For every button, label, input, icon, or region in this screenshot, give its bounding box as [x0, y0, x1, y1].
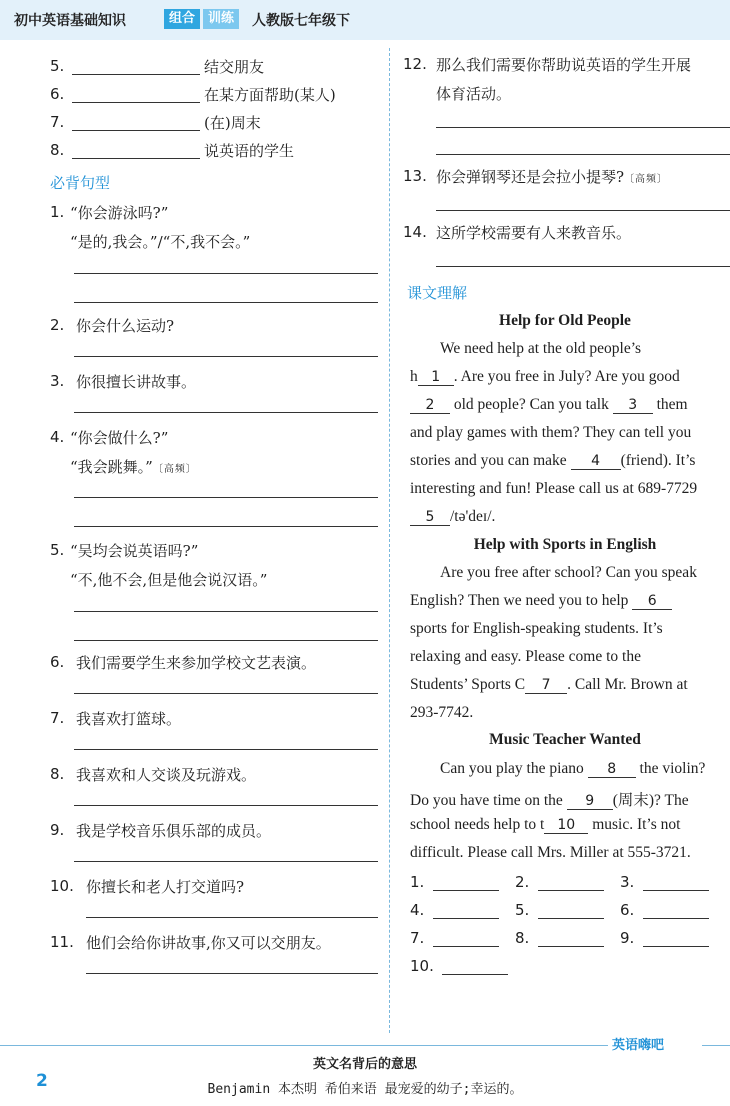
- blank-5[interactable]: 5: [410, 509, 450, 526]
- blank-2[interactable]: 2: [410, 397, 450, 414]
- ad-text: old people? Can you talk: [453, 396, 609, 413]
- book-title: 初中英语基础知识: [14, 13, 126, 29]
- item-number: 6.: [50, 653, 65, 671]
- ad-title: Help with Sports in English: [473, 536, 657, 553]
- answer-number: 10.: [410, 957, 434, 975]
- item-text: 你会什么运动?: [76, 317, 175, 335]
- frequency-tag: 〔高频〕: [152, 464, 197, 475]
- item-text: “你会游泳吗?”: [70, 204, 169, 222]
- ad-text: Can you play the piano: [440, 760, 584, 777]
- answer-number: 9.: [620, 929, 635, 947]
- answer-line[interactable]: [538, 946, 604, 947]
- ad-text-line: [410, 508, 495, 526]
- blank-9[interactable]: 9: [567, 793, 613, 810]
- ad-text: school needs help to t: [410, 816, 545, 833]
- ad-text: . Call Mr. Brown at: [567, 676, 688, 693]
- answer-line[interactable]: [433, 946, 499, 947]
- answer-line[interactable]: [538, 890, 604, 891]
- answer-number: 3.: [620, 873, 635, 891]
- item-text: 你擅长和老人打交道吗?: [86, 878, 245, 896]
- item-number: 9.: [50, 821, 65, 839]
- item-text: “不,他不会,但是他会说汉语。”: [70, 571, 268, 589]
- item-number: 12.: [403, 55, 427, 73]
- answer-line[interactable]: [643, 890, 709, 891]
- item-text: “我会跳舞。”: [70, 458, 153, 476]
- section-title: 必背句型: [50, 174, 111, 192]
- answer-line[interactable]: [72, 130, 200, 131]
- column-divider: [389, 48, 390, 1033]
- blank-4[interactable]: 4: [571, 453, 621, 470]
- answer-line[interactable]: [74, 861, 378, 862]
- ad-text: Are you free after school? Can you speak: [440, 564, 697, 581]
- footer-corner-tag: 英语嗨吧: [612, 1038, 665, 1053]
- answer-line[interactable]: [436, 154, 730, 155]
- item-text: “吴均会说英语吗?”: [70, 542, 199, 560]
- item-number: 10.: [50, 877, 74, 895]
- ad-text: English? Then we need you to help: [410, 592, 629, 609]
- vocab-chinese: 说英语的学生: [204, 142, 295, 160]
- footer-title: 英文名背后的意思: [312, 1057, 417, 1072]
- answer-line[interactable]: [643, 918, 709, 919]
- frequency-tag: 〔高频〕: [624, 174, 669, 185]
- ad-text: interesting and fun! Please call us at 689-7729: [410, 480, 698, 497]
- ad-text: and play games with them? They can tell you: [410, 424, 692, 441]
- vocab-number: 8.: [50, 141, 65, 159]
- item-number: 13.: [403, 167, 427, 185]
- ad-text: difficult. Please call Mrs. Miller at 555-3721.: [410, 844, 691, 861]
- item-text: 这所学校需要有人来教音乐。: [436, 224, 632, 242]
- blank-7[interactable]: 7: [525, 677, 567, 694]
- ad-text-line: [440, 760, 705, 778]
- answer-number: 4.: [410, 901, 425, 919]
- blank-10[interactable]: 10: [544, 817, 588, 834]
- ad-text: (friend). It’s: [620, 452, 696, 469]
- answer-line[interactable]: [74, 805, 378, 806]
- item-text-wrap: [70, 456, 197, 477]
- item-text: 你很擅长讲故事。: [76, 373, 197, 391]
- ad-text: relaxing and easy. Please come to the: [410, 648, 641, 665]
- vocab-chinese: 结交朋友: [204, 58, 265, 76]
- ad-text-line: [410, 368, 680, 386]
- answer-line[interactable]: [74, 302, 378, 303]
- item-number: 14.: [403, 223, 427, 241]
- item-number: 1.: [50, 203, 65, 221]
- edition-label: 人教版七年级下: [252, 13, 350, 29]
- ad-text: /tə'deɪ/.: [450, 508, 496, 525]
- ad-text-line: [410, 592, 672, 610]
- item-number: 3.: [50, 372, 65, 390]
- header-tag-training: 训练: [203, 9, 239, 29]
- answer-line[interactable]: [74, 497, 378, 498]
- item-text: 我是学校音乐俱乐部的成员。: [76, 822, 272, 840]
- item-text: 你会弹钢琴还是会拉小提琴?: [436, 168, 625, 186]
- page-number: 2: [36, 1071, 48, 1091]
- answer-line[interactable]: [72, 158, 200, 159]
- item-text: 我喜欢打篮球。: [76, 710, 182, 728]
- vocab-chinese: (在)周末: [204, 114, 261, 132]
- answer-line[interactable]: [433, 918, 499, 919]
- ad-text: Do you have time on the: [410, 792, 563, 809]
- ad-text-line: [410, 396, 688, 414]
- answer-line[interactable]: [74, 611, 378, 612]
- item-text: 体育活动。: [436, 85, 512, 103]
- vocab-number: 5.: [50, 57, 65, 75]
- item-text: 我们需要学生来参加学校文艺表演。: [76, 654, 317, 672]
- ad-text: music. It’s not: [592, 816, 681, 833]
- item-text: 他们会给你讲故事,你又可以交朋友。: [86, 934, 331, 952]
- answer-number: 1.: [410, 873, 425, 891]
- item-text: 我喜欢和人交谈及玩游戏。: [76, 766, 257, 784]
- item-text-wrap: [436, 166, 668, 187]
- ad-title: Music Teacher Wanted: [489, 731, 641, 748]
- answer-line[interactable]: [436, 210, 730, 211]
- ad-text-line: [410, 452, 695, 470]
- vocab-number: 6.: [50, 85, 65, 103]
- ad-text-line: [410, 816, 680, 834]
- ad-text: Students’ Sports C: [410, 676, 526, 693]
- answer-line[interactable]: [74, 640, 378, 641]
- blank-8[interactable]: 8: [588, 761, 636, 778]
- answer-line[interactable]: [86, 917, 378, 918]
- answer-number: 8.: [515, 929, 530, 947]
- item-text: “是的,我会。”/“不,我不会。”: [70, 233, 251, 251]
- header-tag-combo: 组合: [164, 9, 200, 29]
- ad-text-line: [410, 676, 688, 694]
- item-number: 8.: [50, 765, 65, 783]
- item-text: “你会做什么?”: [70, 429, 169, 447]
- ad-text: stories and you can make: [410, 452, 567, 469]
- item-number: 5.: [50, 541, 65, 559]
- ad-title: Help for Old People: [499, 312, 631, 329]
- footer-rule: [0, 1045, 608, 1046]
- page-header: [0, 0, 730, 40]
- answer-line[interactable]: [74, 356, 378, 357]
- vocab-number: 7.: [50, 113, 65, 131]
- item-text: 那么我们需要你帮助说英语的学生开展: [436, 56, 692, 74]
- answer-number: 2.: [515, 873, 530, 891]
- answer-line[interactable]: [72, 102, 200, 103]
- answer-line[interactable]: [72, 74, 200, 75]
- item-number: 4.: [50, 428, 65, 446]
- section-title: 课文理解: [407, 284, 468, 302]
- ad-text: We need help at the old people’s: [440, 340, 642, 357]
- answer-line[interactable]: [86, 973, 378, 974]
- ad-text: (周末)? The: [612, 792, 689, 809]
- answer-line[interactable]: [442, 974, 508, 975]
- answer-line[interactable]: [74, 412, 378, 413]
- ad-text: them: [656, 396, 688, 413]
- item-number: 2.: [50, 316, 65, 334]
- blank-6[interactable]: 6: [632, 593, 672, 610]
- vocab-chinese: 在某方面帮助(某人): [204, 86, 336, 104]
- ad-text-line: [410, 788, 689, 810]
- answer-line[interactable]: [538, 918, 604, 919]
- answer-line[interactable]: [436, 266, 730, 267]
- answer-line[interactable]: [74, 749, 378, 750]
- ad-text: sports for English-speaking students. It’s: [410, 620, 663, 637]
- ad-text: h: [410, 368, 418, 385]
- answer-line[interactable]: [436, 127, 730, 128]
- answer-line[interactable]: [643, 946, 709, 947]
- answer-line[interactable]: [74, 693, 378, 694]
- footer-text: Benjamin 本杰明 希伯来语 最宠爱的幼子;幸运的。: [207, 1082, 523, 1097]
- blank-1[interactable]: 1: [418, 369, 454, 386]
- ad-text: the violin?: [639, 760, 706, 777]
- ad-text: . Are you free in July? Are you good: [453, 368, 680, 385]
- answer-line[interactable]: [74, 273, 378, 274]
- answer-number: 5.: [515, 901, 530, 919]
- footer-rule: [702, 1045, 730, 1046]
- answer-number: 7.: [410, 929, 425, 947]
- answer-number: 6.: [620, 901, 635, 919]
- ad-text: 293-7742.: [410, 704, 474, 721]
- item-number: 7.: [50, 709, 65, 727]
- answer-line[interactable]: [74, 526, 378, 527]
- item-number: 11.: [50, 933, 74, 951]
- answer-line[interactable]: [433, 890, 499, 891]
- blank-3[interactable]: 3: [613, 397, 653, 414]
